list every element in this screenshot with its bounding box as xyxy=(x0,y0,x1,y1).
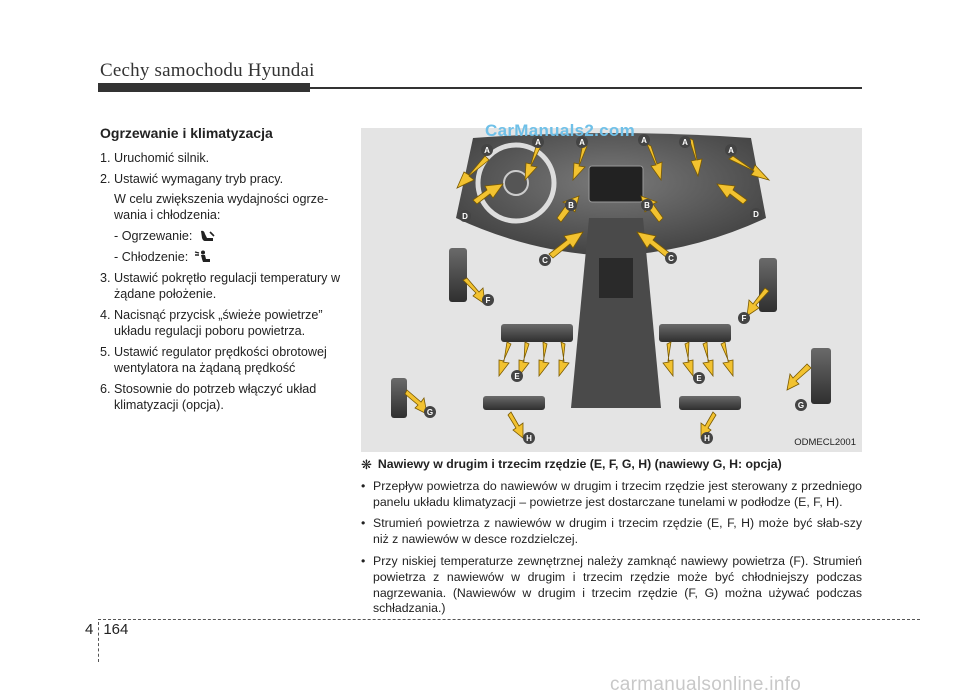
page-number-value: 164 xyxy=(103,621,129,638)
step-item: 1. Uruchomić silnik. xyxy=(100,151,210,165)
header-bar xyxy=(98,83,310,92)
vent-F-right xyxy=(759,258,777,312)
step-2-note: W celu zwiększenia wydajności ogrze-wania i chłodzenia: xyxy=(114,192,329,222)
svg-text:H: H xyxy=(526,434,532,443)
svg-text:A: A xyxy=(641,136,647,145)
vent-diagram xyxy=(361,128,862,452)
vent-F-left xyxy=(449,248,467,302)
vents-description xyxy=(361,457,862,623)
vent-E-right xyxy=(659,324,731,342)
svg-text:G: G xyxy=(426,408,434,417)
vent-illustration xyxy=(361,128,862,452)
instructions-column xyxy=(100,125,352,418)
svg-text:B: B xyxy=(568,201,574,210)
vent-G-left xyxy=(391,378,407,418)
heating-mode: - Ogrzewanie: xyxy=(114,228,352,244)
header-rule xyxy=(310,87,862,89)
step-item: 4. Nacisnąć przycisk „świeże powietrze” układu regulacji poboru powietrza. xyxy=(100,308,323,338)
site-watermark: carmanualsonline.info xyxy=(610,674,802,695)
svg-text:B: B xyxy=(644,201,650,210)
floor-mode-icon xyxy=(198,229,216,243)
svg-text:H: H xyxy=(704,434,710,443)
vent-H-left xyxy=(483,396,545,410)
svg-text:C: C xyxy=(668,254,674,263)
svg-text:A: A xyxy=(484,146,490,155)
page-number xyxy=(85,621,128,638)
vent-E-left xyxy=(501,324,573,342)
page-header-title: Cechy samochodu Hyundai xyxy=(100,60,315,81)
note-item: • Strumień powietrza z nawiewów w drugim i trzecim rzędzie (E, F, H) może być słab-szy niż z nawiewów w desce rozdzielczej. xyxy=(361,516,862,548)
svg-text:F: F xyxy=(741,314,747,323)
svg-text:E: E xyxy=(514,372,520,381)
svg-text:E: E xyxy=(696,374,702,383)
step-item: 3. Ustawić pokrętło regulacji temperatury w żądane położenie. xyxy=(100,271,341,301)
asterisk-icon: ❋ xyxy=(361,457,372,472)
svg-text:D: D xyxy=(462,212,468,221)
figure-caption: ❋ Nawiewy w drugim i trzecim rzędzie (E, F, G, H) (nawiewy G, H: opcja) xyxy=(361,457,782,472)
figure-code: ODMECL2001 xyxy=(794,437,856,448)
note-item: • Przepływ powietrza do nawiewów w drugim i trzecim rzędzie jest sterowany z przedniego panelu układu klimatyzacji – powietrze jest dostarczane tunelami w podłodze (E, F, H). xyxy=(361,479,862,511)
svg-text:A: A xyxy=(535,138,541,147)
svg-text:D: D xyxy=(753,210,759,219)
section-heading: Ogrzewanie i klimatyzacja xyxy=(100,125,273,141)
step-item: 6. Stosownie do potrzeb włączyć układ klimatyzacji (opcja). xyxy=(100,382,317,412)
cooling-mode: - Chłodzenie: xyxy=(114,249,352,265)
svg-text:F: F xyxy=(485,296,491,305)
svg-text:A: A xyxy=(682,138,688,147)
step-2-details xyxy=(114,191,352,265)
svg-text:A: A xyxy=(579,138,585,147)
steps-list xyxy=(100,150,352,413)
svg-text:G: G xyxy=(797,401,805,410)
notes-list xyxy=(361,479,862,617)
step-item: 5. Ustawić regulator prędkości obrotowej wentylatora na żądaną prędkość xyxy=(100,345,327,375)
center-display-shape xyxy=(589,166,643,202)
svg-text:A: A xyxy=(728,146,734,155)
step-item: 2. Ustawić wymagany tryb pracy. W celu zwiększenia wydajności ogrze-wania i chłodzenia: - Ogrzewanie: - Chłodzenie: xyxy=(100,171,352,265)
vent-G-right xyxy=(811,348,831,404)
note-item: • Przy niskiej temperaturze zewnętrznej należy zamknąć nawiewy powietrza (F). Strumień powietrza z nawiewów w drugim i trzecim rzędzie może być chłodniejszy podczas nagrzewania. (Nawiewów w drugim i trzecim rzędzie (F, G) można używać podczas schładzania.) xyxy=(361,554,862,617)
chapter-number: 4 xyxy=(85,621,94,638)
carmanuals-watermark: CarManuals2.com xyxy=(485,121,635,140)
footer-dashed-rule xyxy=(98,619,920,620)
face-floor-mode-icon xyxy=(194,250,212,264)
vent-H-right xyxy=(679,396,741,410)
svg-text:C: C xyxy=(542,256,548,265)
